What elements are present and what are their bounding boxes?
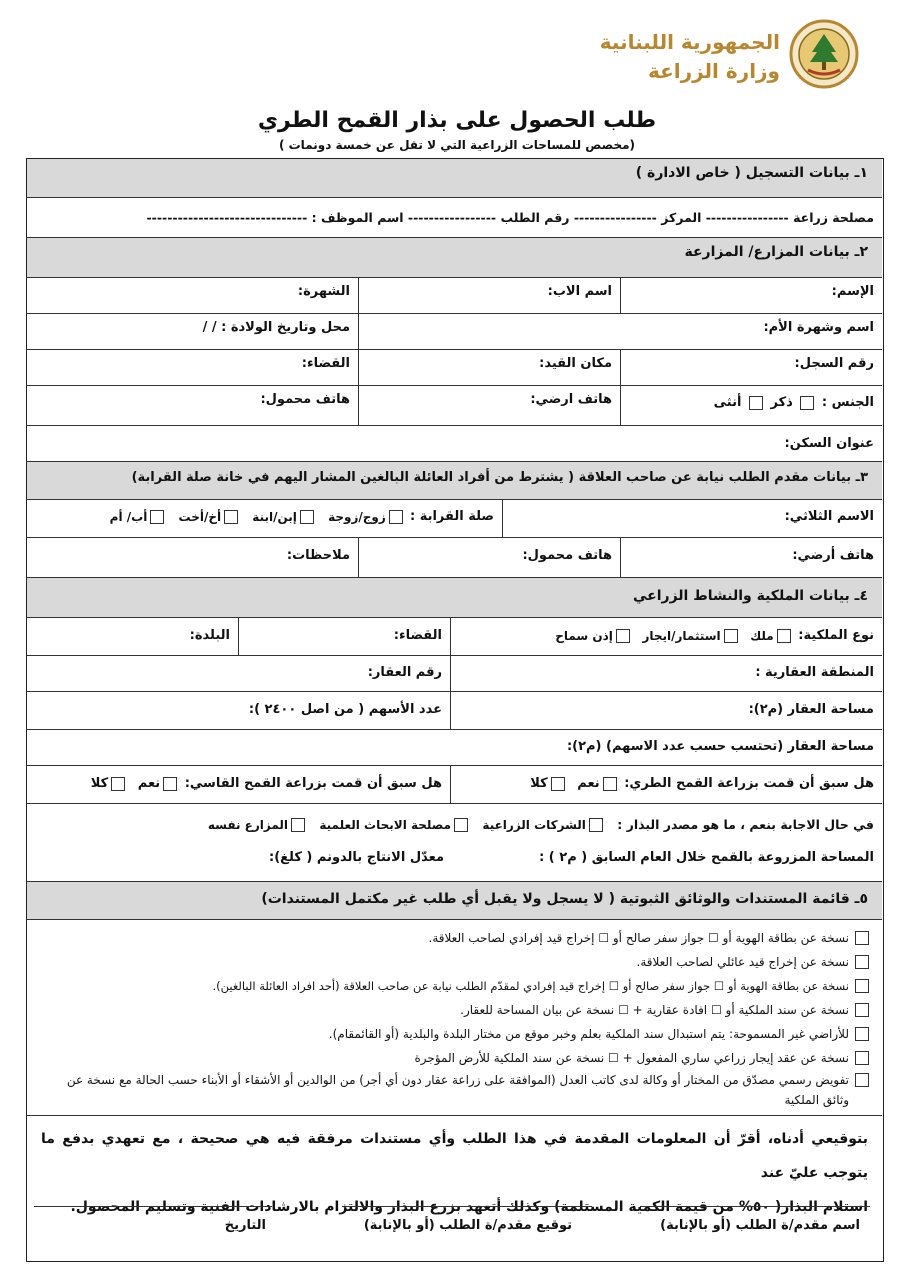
doc-text: نسخة عن إخراج قيد عائلي لصاحب العلاقة.: [636, 955, 849, 969]
form-title: طلب الحصول على بذار القمح الطري: [257, 108, 657, 133]
rep-landline-field[interactable]: هاتف أرضي:: [620, 538, 882, 577]
mother-row: [27, 313, 882, 349]
soft-wheat-question: [450, 766, 882, 803]
doc-item: [37, 926, 872, 950]
doc-item: [37, 950, 872, 974]
doc-item: [37, 974, 872, 998]
permit-checkbox[interactable]: [616, 629, 630, 643]
spouse-checkbox[interactable]: [389, 510, 403, 524]
doc-checkbox[interactable]: [855, 1027, 869, 1041]
parent-checkbox[interactable]: [150, 510, 164, 524]
hard-no-checkbox[interactable]: [111, 777, 125, 791]
soft-wheat-label: هل سبق أن قمت بزراعة القمح الطري:: [624, 776, 874, 791]
soft-yes-checkbox[interactable]: [603, 777, 617, 791]
surname-field[interactable]: الشهرة:: [297, 284, 350, 299]
documents-row: [27, 919, 882, 1115]
section-5-title: ٥ـ قائمة المستندات والوثائق الثبوتية ( لا يسجل ولا يقبل أي طلب غير مكتمل المستندات): [261, 891, 868, 907]
register-row: [27, 349, 882, 385]
soft-yes-label: نعم: [577, 776, 600, 791]
ownership-label: نوع الملكية:: [798, 628, 874, 643]
doc-checkbox[interactable]: [855, 955, 869, 969]
declaration-line-2: استلام البذار( ٥٠% من قيمة الكمية المستلمة) وكذلك أتعهد بزرع البذار والالتزام بالارشادات الفنية وتسليم المحصول.: [70, 1199, 868, 1215]
zone-row: [27, 655, 882, 691]
sibling-checkbox[interactable]: [224, 510, 238, 524]
yield-field[interactable]: معدّل الانتاج بالدونم ( كلغ):: [269, 850, 444, 865]
declaration-line-1: بتوقيعي أدناه، أقرّ أن المعلومات المقدمة في هذا الطلب وأي مستندات مرفقة فيه هي صحيحة ، مع تعهدي بدفع ما يتوجب عليّ عند: [41, 1131, 868, 1181]
doc-checkbox[interactable]: [855, 1051, 869, 1065]
doc-item: [37, 1046, 872, 1070]
ministry-name: [600, 28, 780, 86]
gender-row: [27, 385, 882, 425]
zone-field[interactable]: المنطقة العقارية :: [450, 656, 882, 691]
ministry-label: وزارة الزراعة: [647, 59, 780, 83]
doc-checkbox[interactable]: [855, 1003, 869, 1017]
owned-label: ملك: [750, 628, 774, 643]
father-name-field[interactable]: اسم الاب:: [358, 278, 620, 313]
section-2-title: ٢ـ بيانات المزارع/ المزارعة: [684, 244, 868, 260]
child-label: إبن/ابنة: [252, 509, 297, 524]
register-number-field[interactable]: رقم السجل:: [620, 350, 882, 385]
name-signature-line[interactable]: [640, 1206, 870, 1207]
date-line[interactable]: [34, 1206, 272, 1207]
parent-label: أب/ أم: [109, 509, 148, 524]
ministry-logo: [788, 18, 860, 90]
companies-checkbox[interactable]: [589, 818, 603, 832]
doc-text: نسخة عن سند الملكية أو ☐ افادة عقارية + ☐ نسخة عن بيان المساحة للعقار.: [460, 1003, 849, 1017]
male-label: ذكر: [770, 395, 793, 410]
hard-no-label: كلا: [90, 776, 109, 791]
plot-number-field[interactable]: رقم العقار:: [367, 665, 442, 680]
section-3-title: ٣ـ بيانات مقدم الطلب نيابة عن صاحب العلاقة ( يشترط من أفراد العائلة البالغين المشار اليهم في خانة صلة القرابة): [131, 470, 868, 485]
male-checkbox[interactable]: [800, 396, 814, 410]
hard-yes-checkbox[interactable]: [163, 777, 177, 791]
section-4-header: [27, 577, 882, 617]
republic-label: الجمهورية اللبنانية: [599, 30, 780, 54]
relation-field: [27, 500, 502, 537]
hard-wheat-question: [27, 766, 450, 803]
section-4-title: ٤ـ بيانات الملكية والنشاط الزراعي: [632, 588, 868, 604]
applicant-name-label: اسم مقدم/ة الطلب (أو بالإنابة): [660, 1218, 860, 1233]
seed-source-row: [27, 803, 882, 881]
area-row: [27, 691, 882, 729]
shares-field[interactable]: عدد الأسهم ( من اصل ٢٤٠٠ ):: [248, 702, 442, 717]
doc-text: نسخة عن عقد إيجار زراعي ساري المفعول + ☐ نسخة عن سند الملكية للأرض المؤجرة: [414, 1051, 849, 1065]
gender-field: [620, 386, 882, 425]
date-label: التاريخ: [224, 1218, 266, 1233]
farmer-self-label: المزارع نفسه: [207, 817, 288, 832]
child-checkbox[interactable]: [300, 510, 314, 524]
name-field[interactable]: الإسم:: [620, 278, 882, 313]
section-3-header: [27, 461, 882, 499]
doc-text: تفويض رسمي مصدّق من المختار أو وكالة لدى كاتب العدل (الموافقة على زراعة عقار دون أي أجر) من الوالدين أو الأشقاء أو الأبناء حسب الحالة مع نسخة عن وثائق الملكية: [66, 1073, 849, 1107]
doc-item: [37, 998, 872, 1022]
district-field[interactable]: القضاء:: [301, 356, 350, 371]
hard-wheat-label: هل سبق أن قمت بزراعة القمح القاسي:: [184, 776, 442, 791]
seed-source-question: [27, 804, 882, 842]
seed-source-label: في حال الاجابة بنعم ، ما هو مصدر البذار :: [617, 817, 874, 832]
representative-phone-row: [27, 537, 882, 577]
doc-item: [37, 1022, 872, 1046]
ownership-row: [27, 617, 882, 655]
wheat-history-row: [27, 765, 882, 803]
section-1-header: [27, 159, 882, 197]
lease-label: استثمار/ايجار: [642, 628, 721, 643]
doc-checkbox[interactable]: [855, 931, 869, 945]
soft-no-checkbox[interactable]: [551, 777, 565, 791]
address-row: [27, 425, 882, 461]
mobile-field[interactable]: هاتف محمول:: [260, 392, 350, 407]
research-label: مصلحة الابحاث العلمية: [319, 817, 452, 832]
relation-label: صلة القرابة :: [409, 509, 494, 524]
landline-field[interactable]: هاتف ارضي:: [358, 386, 620, 425]
town-field[interactable]: البلدة:: [189, 628, 230, 643]
declaration-text: [41, 1122, 868, 1224]
registration-line[interactable]: مصلحة زراعة ---------------- المركز ---------------- رقم الطلب ----------------- اسم الموظف : -------------------------------: [146, 210, 874, 225]
plot-area-field[interactable]: مساحة العقار (م٢):: [450, 692, 882, 729]
declaration-row: [27, 1115, 882, 1261]
spouse-label: زوج/زوجة: [328, 509, 386, 524]
doc-checkbox[interactable]: [855, 1073, 869, 1087]
doc-text: نسخة عن بطاقة الهوية أو ☐ جواز سفر صالح أو ☐ إخراج قيد إفرادي لمقدّم الطلب نيابة عن صاحب العلاقة (أحد افراد العائلة البالغين).: [212, 979, 849, 993]
gender-label: الجنس :: [821, 395, 874, 410]
doc-item: [37, 1070, 872, 1110]
mother-name-field[interactable]: اسم وشهرة الأم:: [358, 314, 882, 349]
section-5-header: [27, 881, 882, 919]
doc-text: للأراضي غير المسموحة: يتم استبدال سند الملكية بعلم وخبر موقع من مختار البلدة والبلدية (أو القائمقام).: [328, 1027, 849, 1041]
female-label: أنثى: [713, 395, 742, 410]
previous-area-field[interactable]: المساحة المزروعة بالقمح خلال العام السابق ( م٢ ) :: [539, 850, 874, 865]
doc-checkbox[interactable]: [855, 979, 869, 993]
permit-label: إذن سماح: [555, 628, 613, 643]
rep-mobile-field[interactable]: هاتف محمول:: [358, 538, 620, 577]
companies-label: الشركات الزراعية: [482, 817, 586, 832]
owned-checkbox[interactable]: [777, 629, 791, 643]
documents-list: [37, 926, 872, 1110]
farmer-name-row: [27, 277, 882, 313]
doc-text: نسخة عن بطاقة الهوية أو ☐ جواز سفر صالح أو ☐ إخراج قيد إفرادي لصاحب العلاقة.: [428, 931, 849, 945]
applicant-signature-label: توقيع مقدم/ة الطلب (أو بالإنابة): [363, 1218, 572, 1233]
sibling-label: أخ/أخت: [178, 509, 222, 524]
section-1-title: ١ـ بيانات التسجيل ( خاص الادارة ): [635, 165, 868, 181]
registration-row: [27, 197, 882, 237]
representative-row: [27, 499, 882, 537]
birth-field[interactable]: محل وتاريخ الولادة : / /: [202, 320, 350, 335]
female-checkbox[interactable]: [749, 396, 763, 410]
soft-no-label: كلا: [530, 776, 548, 791]
notes-field[interactable]: ملاحظات:: [286, 548, 350, 563]
register-place-field[interactable]: مكان القيد:: [358, 350, 620, 385]
area-by-shares-row: [27, 729, 882, 765]
lease-checkbox[interactable]: [724, 629, 738, 643]
ownership-field: [450, 618, 882, 655]
land-district-field[interactable]: القضاء:: [238, 618, 450, 655]
farmer-self-checkbox[interactable]: [291, 818, 305, 832]
full-name-field[interactable]: الاسم الثلاثي:: [502, 500, 882, 537]
area-by-shares-field[interactable]: مساحة العقار (تحتسب حسب عدد الاسهم) (م٢):: [566, 739, 874, 754]
research-checkbox[interactable]: [454, 818, 468, 832]
form-subtitle: ( مخصص للمساحات الزراعية التي لا تقل عن خمسة دونمات): [278, 138, 636, 152]
hard-yes-label: نعم: [137, 776, 161, 791]
form-frame: [26, 158, 884, 1262]
address-field[interactable]: عنوان السكن:: [784, 436, 874, 451]
signature-line[interactable]: [342, 1206, 592, 1207]
section-2-header: [27, 237, 882, 277]
